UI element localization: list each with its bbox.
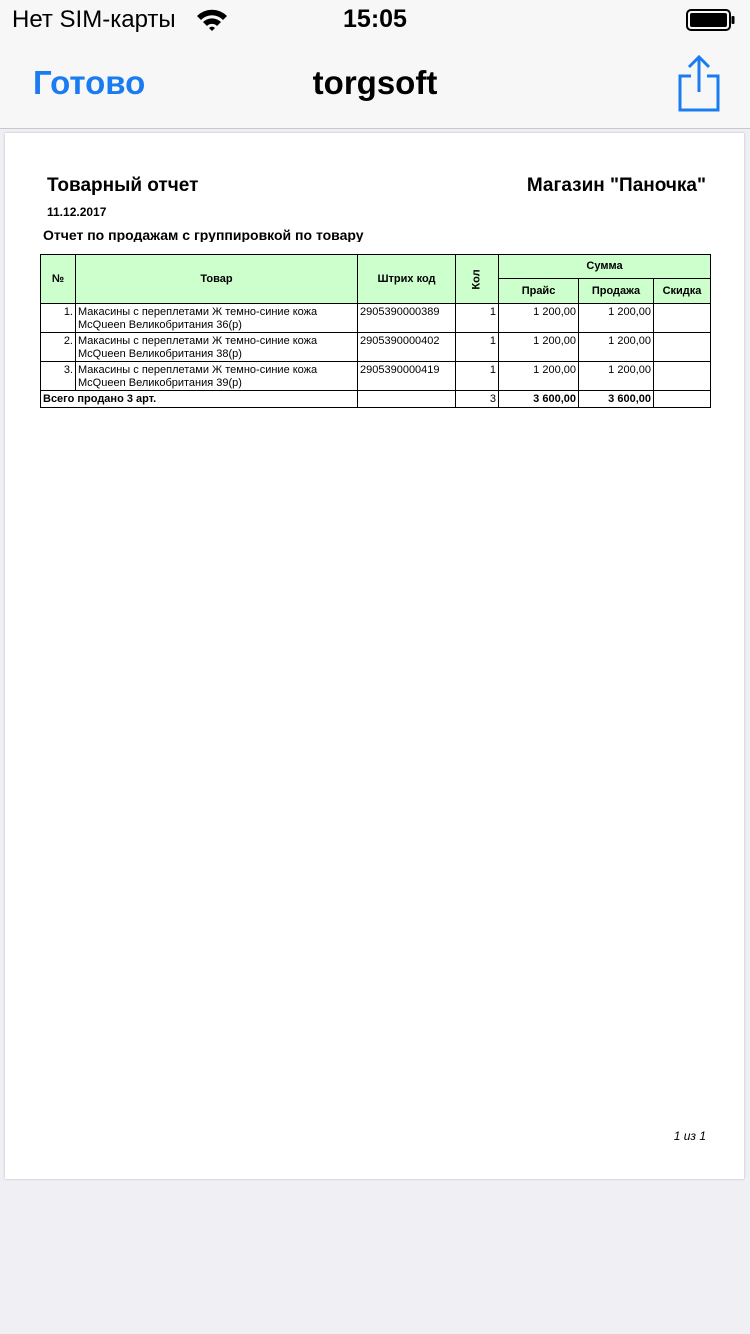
- row-product: Макасины с переплетами Ж темно-синие кожа McQueen Великобритания 38(р): [76, 333, 358, 362]
- report-subtitle: Отчет по продажам с группировкой по товару: [43, 227, 364, 242]
- status-time: 15:05: [343, 5, 407, 33]
- col-discount-header: Скидка: [654, 279, 711, 304]
- total-qty: 3: [456, 391, 499, 408]
- table-header-row: [41, 255, 711, 279]
- row-qty: 1: [456, 362, 499, 391]
- battery-icon: [686, 9, 736, 31]
- report-date: 11.12.2017: [47, 205, 107, 219]
- row-barcode: 2905390000389: [358, 304, 456, 333]
- total-sale: 3 600,00: [579, 391, 654, 408]
- row-price: 1 200,00: [499, 362, 579, 391]
- table-row: [41, 333, 711, 362]
- col-sale-header: Продажа: [579, 279, 654, 304]
- table-row: [41, 304, 711, 333]
- row-product: Макасины с переплетами Ж темно-синие кожа McQueen Великобритания 36(р): [76, 304, 358, 333]
- share-icon[interactable]: [676, 54, 722, 112]
- row-num: 1.: [41, 304, 76, 333]
- report-page: [5, 133, 744, 1179]
- row-qty: 1: [456, 333, 499, 362]
- report-table: [40, 254, 711, 408]
- shop-name: Магазин "Паночка": [526, 175, 706, 196]
- row-sale: 1 200,00: [579, 333, 654, 362]
- row-qty: 1: [456, 304, 499, 333]
- row-discount: [654, 362, 711, 391]
- col-qty-header: [456, 255, 499, 304]
- row-product: Макасины с переплетами Ж темно-синие кожа McQueen Великобритания 39(р): [76, 362, 358, 391]
- page-number: 1 из 1: [673, 1129, 706, 1143]
- row-barcode: 2905390000419: [358, 362, 456, 391]
- carrier-label: Нет SIM-карты: [12, 6, 176, 33]
- total-barcode-cell: [358, 391, 456, 408]
- status-bar: [0, 0, 750, 40]
- row-price: 1 200,00: [499, 304, 579, 333]
- table-row: [41, 362, 711, 391]
- navigation-bar: [0, 40, 750, 129]
- col-product-header: Товар: [76, 255, 358, 304]
- report-title: Товарный отчет: [47, 175, 199, 196]
- nav-title: torgsoft: [312, 64, 438, 101]
- total-label: Всего продано 3 арт.: [41, 391, 358, 408]
- col-price-header: Прайс: [499, 279, 579, 304]
- row-barcode: 2905390000402: [358, 333, 456, 362]
- total-price: 3 600,00: [499, 391, 579, 408]
- row-num: 2.: [41, 333, 76, 362]
- row-price: 1 200,00: [499, 333, 579, 362]
- col-barcode-header: Штрих код: [358, 255, 456, 304]
- total-discount-cell: [654, 391, 711, 408]
- col-qty-label: Кол: [470, 268, 483, 290]
- row-num: 3.: [41, 362, 76, 391]
- col-sum-header: Сумма: [499, 255, 711, 279]
- done-button[interactable]: Готово: [33, 64, 146, 101]
- row-sale: 1 200,00: [579, 362, 654, 391]
- col-num-header: №: [41, 255, 76, 304]
- row-discount: [654, 304, 711, 333]
- row-discount: [654, 333, 711, 362]
- row-sale: 1 200,00: [579, 304, 654, 333]
- total-row: [41, 391, 711, 408]
